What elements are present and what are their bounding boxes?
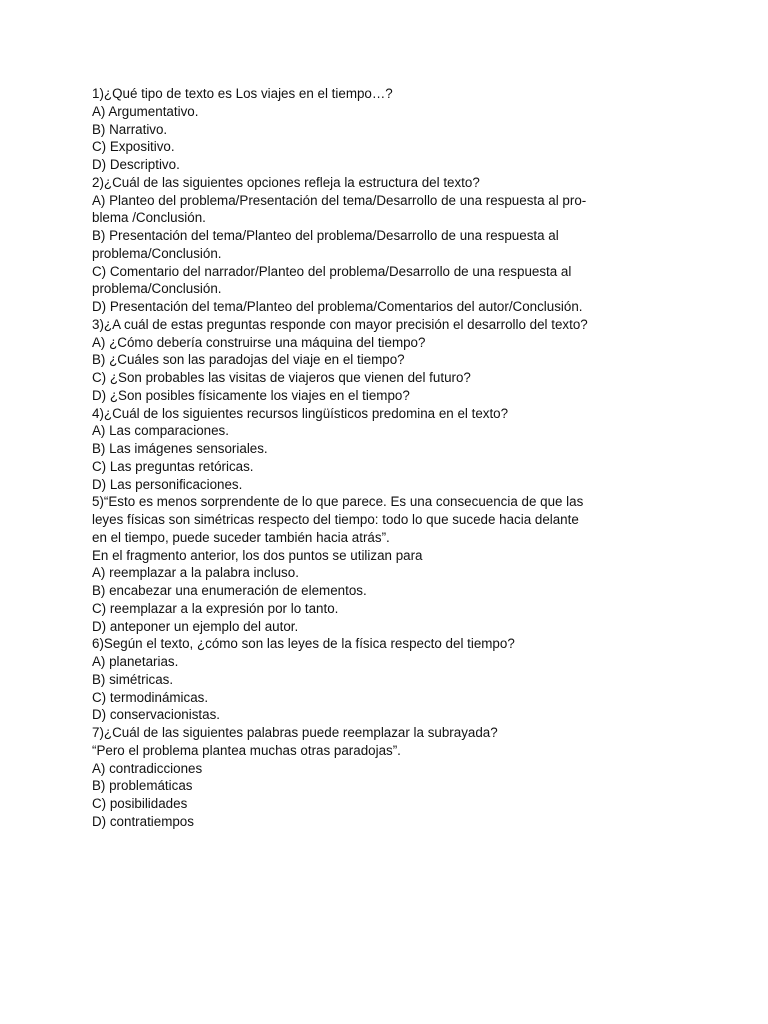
question-5-quote-line-1: 5)“Esto es menos sorprendente de lo que parece. Es una consecuencia de que las [92,494,584,510]
q6-option-c: C) termodinámicas. [92,689,209,705]
q4-option-a: A) Las comparaciones. [92,423,229,439]
question-7-text: 7)¿Cuál de las siguientes palabras puede reemplazar la subrayada? [92,725,498,740]
q6-option-b: B) simétricas. [92,671,174,687]
question-1-text: 1)¿Qué tipo de texto es Los viajes en el tiempo…? [92,86,393,101]
q2-option-b-line-1: B) Presentación del tema/Planteo del problema/Desarrollo de una respuesta al [92,228,559,243]
q7-option-a: A) contradicciones [92,760,203,776]
q3-option-b: B) ¿Cuáles son las paradojas del viaje en el tiempo? [92,352,405,368]
q2-option-c-line-2: problema/Conclusión. [92,281,222,297]
q5-option-a: A) reemplazar a la palabra incluso. [92,565,299,581]
q7-option-b: B) problemáticas [92,778,193,794]
q3-option-a: A) ¿Cómo debería construirse una máquina del tiempo? [92,334,426,350]
q2-option-d: D) Presentación del tema/Planteo del problema/Comentarios del autor/Conclusión. [92,299,583,314]
question-5-quote-line-3: en el tiempo, puede suceder también hacia atrás”. [92,529,390,545]
q5-option-c: C) reemplazar a la expresión por lo tanto. [92,600,339,616]
question-text-block [92,85,732,831]
q3-option-c: C) ¿Son probables las visitas de viajeros que vienen del futuro? [92,370,471,385]
q1-option-a: A) Argumentativo. [92,103,199,119]
question-5-quote-line-2: leyes físicas son simétricas respecto del tiempo: todo lo que sucede hacia delante [92,512,579,527]
q2-option-c-line-1: C) Comentario del narrador/Planteo del problema/Desarrollo de una respuesta al [92,263,572,279]
q2-option-a-line-2: blema /Conclusión. [92,210,206,226]
question-7-quote: “Pero el problema plantea muchas otras paradojas”. [92,742,401,758]
q7-option-c: C) posibilidades [92,796,188,811]
q3-option-d: D) ¿Son posibles físicamente los viajes en el tiempo? [92,387,410,403]
question-4-text: 4)¿Cuál de los siguientes recursos lingüísticos predomina en el texto? [92,405,509,421]
q5-option-b: B) encabezar una enumeración de elementos. [92,583,367,598]
q4-option-b: B) Las imágenes sensoriales. [92,441,268,456]
question-2-text: 2)¿Cuál de las siguientes opciones refleja la estructura del texto? [92,174,480,190]
q1-option-b: B) Narrativo. [92,121,168,137]
question-3-text: 3)¿A cuál de estas preguntas responde con mayor precisión el desarrollo del texto? [92,316,588,332]
question-5-prompt: En el fragmento anterior, los dos puntos se utilizan para [92,547,423,563]
q6-option-a: A) planetarias. [92,654,179,669]
q1-option-c: C) Expositivo. [92,139,175,155]
q4-option-d: D) Las personificaciones. [92,476,243,492]
q6-option-d: D) conservacionistas. [92,707,221,723]
q5-option-d: D) anteponer un ejemplo del autor. [92,618,299,634]
q7-option-d: D) contratiempos [92,813,194,829]
question-6-text: 6)Según el texto, ¿cómo son las leyes de la física respecto del tiempo? [92,636,515,652]
q2-option-a-line-1: A) Planteo del problema/Presentación del tema/Desarrollo de una respuesta al pro- [92,192,587,208]
q4-option-c: C) Las preguntas retóricas. [92,458,254,474]
q2-option-b-line-2: problema/Conclusión. [92,245,222,261]
q1-option-d: D) Descriptivo. [92,157,180,172]
